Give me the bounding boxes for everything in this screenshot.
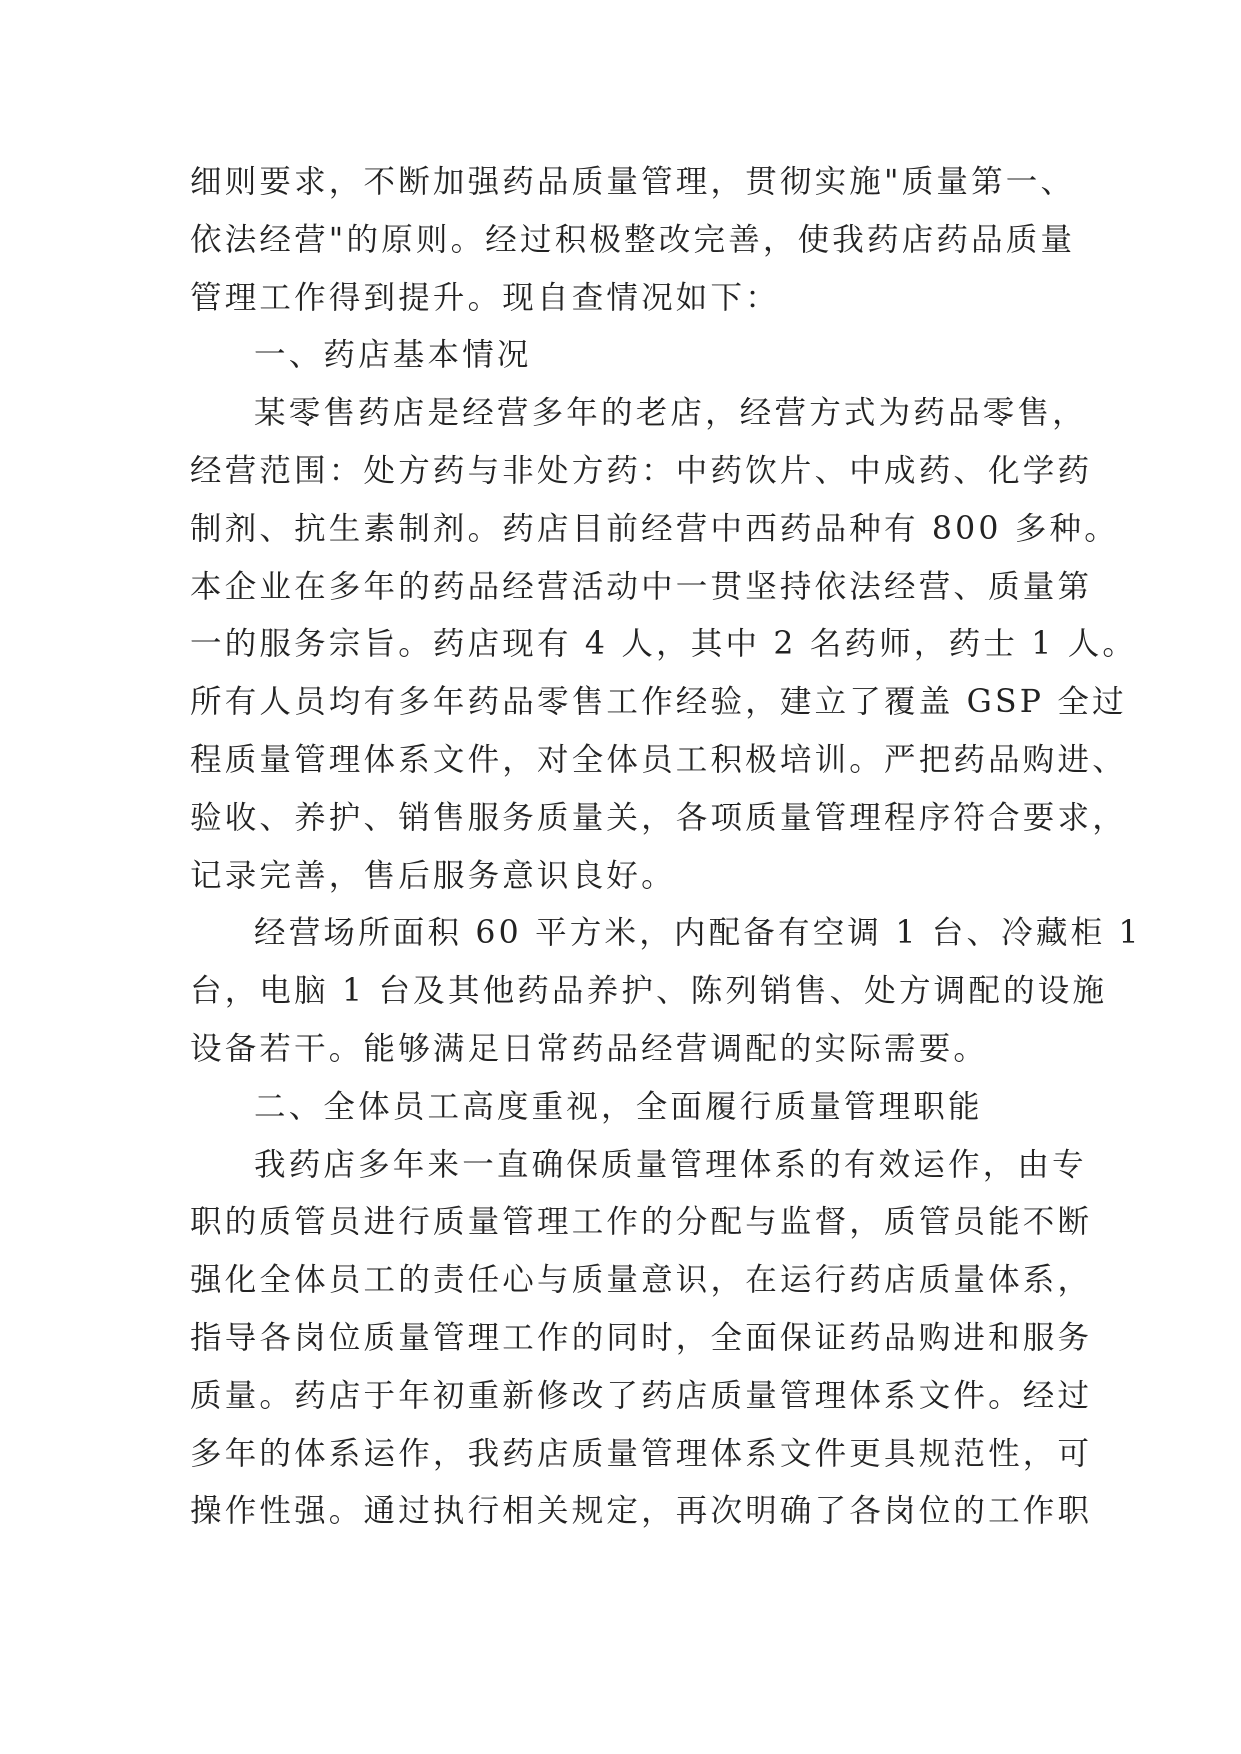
body-text-line: 职的质管员进行质量管理工作的分配与监督，质管员能不断 [190,1204,1093,1241]
body-text-line: 指导各岗位质量管理工作的同时，全面保证药品购进和服务 [190,1319,1093,1356]
paragraph-first-line: 某零售药店是经营多年的老店，经营方式为药品零售， [254,395,1087,432]
body-text-line: 记录完善，售后服务意识良好。 [190,857,676,894]
paragraph-first-line: 我药店多年来一直确保质量管理体系的有效运作，由专 [254,1146,1087,1183]
body-text-line: 所有人员均有多年药品零售工作经验，建立了覆盖 GSP 全过 [190,684,1127,721]
body-text-line: 质量。药店于年初重新修改了药店质量管理体系文件。经过 [190,1377,1093,1414]
paragraph-first-line: 经营场所面积 60 平方米，内配备有空调 1 台、冷藏柜 1 [254,915,1142,952]
body-text-line: 操作性强。通过执行相关规定，再次明确了各岗位的工作职 [190,1493,1093,1530]
body-text-line: 管理工作得到提升。现自查情况如下： [190,279,780,316]
body-text-line: 多年的体系运作，我药店质量管理体系文件更具规范性，可 [190,1435,1093,1472]
body-text-line: 依法经营"的原则。经过积极整改完善，使我药店药品质量 [190,221,1076,258]
body-text-line: 程质量管理体系文件，对全体员工积极培训。严把药品购进、 [190,741,1127,778]
body-text-line: 台，电脑 1 台及其他药品养护、陈列销售、处方调配的设施 [190,973,1108,1010]
body-text-line: 设备若干。能够满足日常药品经营调配的实际需要。 [190,1030,989,1067]
body-text-line: 制剂、抗生素制剂。药店目前经营中西药品种有 800 多种。 [190,510,1119,547]
body-text-line: 经营范围：处方药与非处方药：中药饮片、中成药、化学药 [190,452,1093,489]
section-heading: 二、全体员工高度重视，全面履行质量管理职能 [254,1088,983,1125]
body-text-line: 验收、养护、销售服务质量关，各项质量管理程序符合要求， [190,799,1127,836]
section-heading: 一、药店基本情况 [254,337,532,374]
body-text-line: 本企业在多年的药品经营活动中一贯坚持依法经营、质量第 [190,568,1093,605]
body-text-line: 一的服务宗旨。药店现有 4 人，其中 2 名药师，药士 1 人。 [190,626,1138,663]
body-text-line: 细则要求，不断加强药品质量管理，贯彻实施"质量第一、 [190,164,1076,200]
body-text-line: 强化全体员工的责任心与质量意识，在运行药店质量体系， [190,1262,1093,1299]
document-body [190,154,1142,1541]
